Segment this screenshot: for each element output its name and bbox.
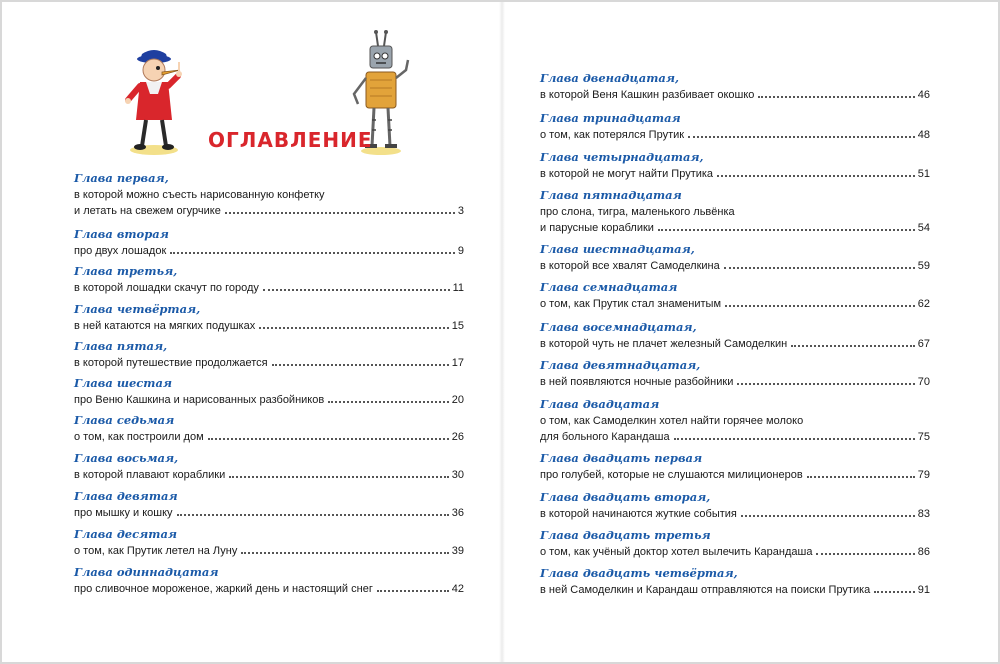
chapter-description-text: в ней Самоделкин и Карандаш отправляются на поиски Прутика bbox=[540, 584, 871, 596]
chapter-description-last bbox=[74, 467, 464, 483]
dot-leader bbox=[328, 401, 449, 403]
toc-entry bbox=[74, 227, 464, 259]
chapter-description-last bbox=[540, 336, 930, 352]
dot-leader bbox=[229, 476, 449, 478]
toc-entry bbox=[540, 566, 930, 598]
chapter-description-last bbox=[74, 318, 464, 334]
dot-leader bbox=[724, 267, 915, 269]
chapter-title: Глава пятнадцатая bbox=[540, 188, 682, 202]
toc-entry bbox=[540, 111, 930, 143]
dot-leader bbox=[263, 289, 450, 291]
chapter-description-last bbox=[74, 505, 464, 521]
chapter-description-text: про голубей, которые не слушаются милиционеров bbox=[540, 469, 803, 481]
chapter-description-last bbox=[74, 203, 464, 219]
chapter-description-last bbox=[74, 581, 464, 597]
chapter-description: в которой можно съесть нарисованную конфетку bbox=[74, 189, 325, 201]
dot-leader bbox=[225, 212, 455, 214]
page-number: 9 bbox=[457, 245, 464, 257]
dot-leader bbox=[874, 591, 914, 593]
page-number: 91 bbox=[917, 584, 930, 596]
toc-entry bbox=[540, 358, 930, 390]
toc-entry bbox=[74, 451, 464, 483]
chapter-description-text: в которой чуть не плачет железный Самоделкин bbox=[540, 338, 788, 350]
chapter-title: Глава вторая bbox=[74, 227, 169, 241]
dot-leader bbox=[241, 552, 448, 554]
chapter-description-last bbox=[540, 166, 930, 182]
chapter-description-last bbox=[540, 258, 930, 274]
chapter-title: Глава десятая bbox=[74, 527, 178, 541]
chapter-description-text: про мышку и кошку bbox=[74, 507, 173, 519]
page-number: 39 bbox=[451, 545, 464, 557]
pencil-character-illustration bbox=[124, 46, 194, 158]
page-number: 3 bbox=[457, 205, 464, 217]
chapter-description-text: в ней катаются на мягких подушках bbox=[74, 320, 256, 332]
chapter-description-text: в которой плавают кораблики bbox=[74, 469, 226, 481]
dot-leader bbox=[177, 514, 449, 516]
dot-leader bbox=[725, 305, 915, 307]
chapter-description-text: в которой путешествие продолжается bbox=[74, 357, 268, 369]
toc-entry bbox=[74, 413, 464, 445]
toc-entry bbox=[540, 188, 930, 236]
chapter-description-text: о том, как Прутик летел на Луну bbox=[74, 545, 238, 557]
chapter-description-last bbox=[74, 392, 464, 408]
toc-entry bbox=[540, 451, 930, 483]
chapter-description-last bbox=[74, 429, 464, 445]
toc-entry bbox=[74, 302, 464, 334]
dot-leader bbox=[807, 476, 915, 478]
toc-entry bbox=[74, 339, 464, 371]
toc-entry bbox=[540, 71, 930, 103]
chapter-description-text: в ней появляются ночные разбойники bbox=[540, 376, 734, 388]
toc-entry bbox=[540, 242, 930, 274]
chapter-description-last bbox=[540, 87, 930, 103]
page-number: 62 bbox=[917, 298, 930, 310]
toc-entry bbox=[74, 264, 464, 296]
page-number: 42 bbox=[451, 583, 464, 595]
chapter-title: Глава шестнадцатая, bbox=[540, 242, 695, 256]
dot-leader bbox=[170, 252, 455, 254]
chapter-title: Глава девятая bbox=[74, 489, 178, 503]
chapter-title: Глава шестая bbox=[74, 376, 173, 390]
chapter-title: Глава третья, bbox=[74, 264, 178, 278]
chapter-description-text: для больного Карандаша bbox=[540, 431, 670, 443]
chapter-description-last bbox=[74, 243, 464, 259]
chapter-title: Глава двадцатая bbox=[540, 397, 660, 411]
dot-leader bbox=[791, 345, 915, 347]
chapter-description-text: в которой не могут найти Прутика bbox=[540, 168, 714, 180]
chapter-description-last bbox=[74, 355, 464, 371]
chapter-description-text: про Веню Кашкина и нарисованных разбойников bbox=[74, 394, 325, 406]
chapter-description-text: и летать на свежем огурчике bbox=[74, 205, 221, 217]
chapter-description-text: о том, как потерялся Прутик bbox=[540, 129, 685, 141]
chapter-title: Глава двадцать третья bbox=[540, 528, 711, 542]
book-spread bbox=[2, 2, 998, 662]
page-number: 83 bbox=[917, 508, 930, 520]
toc-entry bbox=[540, 320, 930, 352]
chapter-description: о том, как Самоделкин хотел найти горячее молоко bbox=[540, 415, 804, 427]
page-title: ОГЛАВЛЕНИЕ bbox=[208, 128, 373, 152]
dot-leader bbox=[737, 383, 914, 385]
dot-leader bbox=[377, 590, 449, 592]
chapter-description-text: о том, как Прутик стал знаменитым bbox=[540, 298, 722, 310]
chapter-description-last bbox=[74, 543, 464, 559]
chapter-title: Глава семнадцатая bbox=[540, 280, 678, 294]
chapter-description-last bbox=[540, 429, 930, 445]
toc-entry bbox=[540, 490, 930, 522]
book-gutter bbox=[499, 2, 505, 662]
dot-leader bbox=[208, 438, 449, 440]
page-number: 26 bbox=[451, 431, 464, 443]
chapter-title: Глава двадцать четвёртая, bbox=[540, 566, 738, 580]
page-number: 17 bbox=[451, 357, 464, 369]
page-number: 15 bbox=[451, 320, 464, 332]
chapter-title: Глава двадцать вторая, bbox=[540, 490, 711, 504]
chapter-title: Глава одиннадцатая bbox=[74, 565, 219, 579]
chapter-description-text: в которой все хвалят Самоделкина bbox=[540, 260, 720, 272]
dot-leader bbox=[272, 364, 449, 366]
chapter-description-text: о том, как учёный доктор хотел вылечить Карандаша bbox=[540, 546, 813, 558]
chapter-title: Глава четырнадцатая, bbox=[540, 150, 704, 164]
dot-leader bbox=[688, 136, 915, 138]
dot-leader bbox=[658, 229, 915, 231]
page-number: 48 bbox=[917, 129, 930, 141]
dot-leader bbox=[717, 175, 915, 177]
toc-entry bbox=[540, 280, 930, 312]
chapter-title: Глава восьмая, bbox=[74, 451, 179, 465]
chapter-title: Глава первая, bbox=[74, 171, 169, 185]
chapter-description-last bbox=[540, 467, 930, 483]
chapter-description-text: в которой лошадки скачут по городу bbox=[74, 282, 259, 294]
chapter-title: Глава тринадцатая bbox=[540, 111, 681, 125]
dot-leader bbox=[741, 515, 915, 517]
page-number: 79 bbox=[917, 469, 930, 481]
toc-entry bbox=[74, 376, 464, 408]
chapter-description-last bbox=[74, 280, 464, 296]
chapter-title: Глава пятая, bbox=[74, 339, 168, 353]
dot-leader bbox=[674, 438, 915, 440]
chapter-description-last bbox=[540, 296, 930, 312]
chapter-description-last bbox=[540, 374, 930, 390]
page-number: 30 bbox=[451, 469, 464, 481]
page-number: 51 bbox=[917, 168, 930, 180]
toc-entry bbox=[74, 489, 464, 521]
chapter-description-text: о том, как построили дом bbox=[74, 431, 204, 443]
page-number: 54 bbox=[917, 222, 930, 234]
chapter-title: Глава девятнадцатая, bbox=[540, 358, 701, 372]
chapter-title: Глава двенадцатая, bbox=[540, 71, 679, 85]
chapter-description-text: и парусные кораблики bbox=[540, 222, 654, 234]
page-number: 11 bbox=[452, 282, 464, 294]
chapter-title: Глава седьмая bbox=[74, 413, 175, 427]
toc-entry bbox=[540, 528, 930, 560]
chapter-description-last bbox=[540, 544, 930, 560]
page-number: 67 bbox=[917, 338, 930, 350]
toc-entry bbox=[74, 527, 464, 559]
chapter-description-text: в которой Веня Кашкин разбивает окошко bbox=[540, 89, 755, 101]
chapter-title: Глава восемнадцатая, bbox=[540, 320, 697, 334]
toc-entry bbox=[74, 565, 464, 597]
page-number: 20 bbox=[451, 394, 464, 406]
page-number: 46 bbox=[917, 89, 930, 101]
page-number: 70 bbox=[917, 376, 930, 388]
chapter-title: Глава двадцать первая bbox=[540, 451, 703, 465]
page-number: 86 bbox=[917, 546, 930, 558]
toc-entry bbox=[540, 397, 930, 445]
dot-leader bbox=[816, 553, 914, 555]
page-number: 59 bbox=[917, 260, 930, 272]
chapter-description-last bbox=[540, 220, 930, 236]
chapter-description-last bbox=[540, 506, 930, 522]
dot-leader bbox=[758, 96, 914, 98]
chapter-description: про слона, тигра, маленького львёнка bbox=[540, 206, 735, 218]
page-number: 36 bbox=[451, 507, 464, 519]
chapter-description-last bbox=[540, 127, 930, 143]
toc-entry bbox=[540, 150, 930, 182]
toc-entry bbox=[74, 171, 464, 219]
dot-leader bbox=[259, 327, 449, 329]
chapter-title: Глава четвёртая, bbox=[74, 302, 201, 316]
chapter-description-last bbox=[540, 582, 930, 598]
chapter-description-text: в которой начинаются жуткие события bbox=[540, 508, 737, 520]
chapter-description-text: про двух лошадок bbox=[74, 245, 167, 257]
chapter-description-text: про сливочное мороженое, жаркий день и настоящий снег bbox=[74, 583, 373, 595]
page-number: 75 bbox=[917, 431, 930, 443]
